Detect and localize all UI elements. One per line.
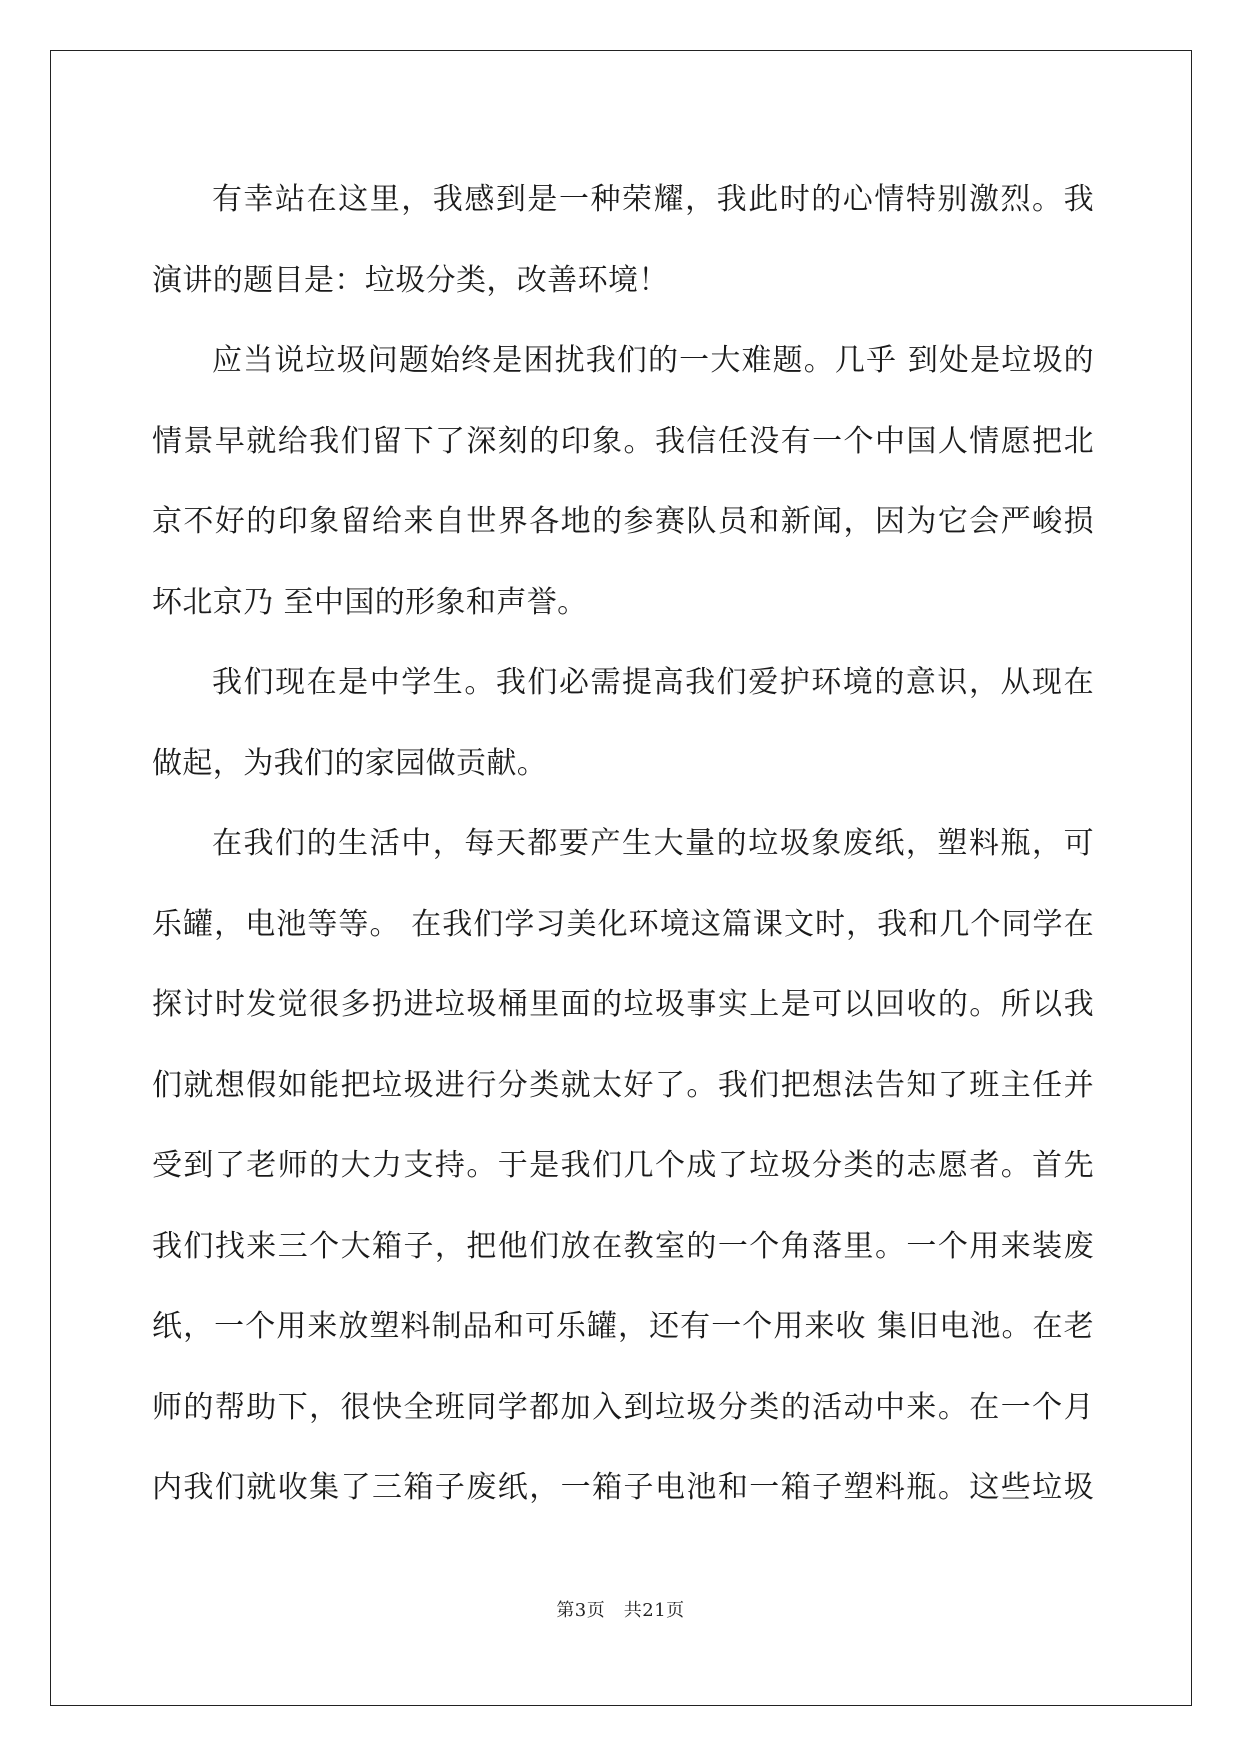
text-line: 应当说垃圾问题始终是困扰我们的一大难题。几乎 到处是垃圾的 xyxy=(212,343,1094,378)
text-line: 演讲的题目是：垃圾分类，改善环境！ xyxy=(152,262,669,298)
text-line: 京不好的印象留给来自世界各地的参赛队员和新闻，因为它会严峻损 xyxy=(152,504,1094,539)
text-line: 坏北京乃 至中国的形象和声誉。 xyxy=(152,584,588,620)
text-line: 做起，为我们的家园做贡献。 xyxy=(152,745,548,781)
text-line: 纸，一个用来放塑料制品和可乐罐，还有一个用来收 集旧电池。在老 xyxy=(152,1309,1094,1344)
text-line: 受到了老师的大力支持。于是我们几个成了垃圾分类的志愿者。首先 xyxy=(152,1148,1094,1183)
document-body xyxy=(152,160,1094,1529)
text-line: 师的帮助下，很快全班同学都加入到垃圾分类的活动中来。在一个月 xyxy=(152,1389,1094,1425)
text-line: 我们找来三个大箱子，把他们放在教室的一个角落里。一个用来装废 xyxy=(152,1228,1094,1264)
text-line: 我们现在是中学生。我们必需提高我们爱护环境的意识，从现在 xyxy=(212,665,1094,700)
text-line: 内我们就收集了三箱子废纸，一箱子电池和一箱子塑料瓶。这些垃圾 xyxy=(152,1470,1094,1505)
text-line: 探讨时发觉很多扔进垃圾桶里面的垃圾事实上是可以回收的。所以我 xyxy=(152,987,1094,1022)
text-line: 们就想假如能把垃圾进行分类就太好了。我们把想法告知了班主任并 xyxy=(152,1067,1094,1103)
text-line: 乐罐，电池等等。 在我们学习美化环境这篇课文时，我和几个同学在 xyxy=(152,906,1094,942)
text-line: 在我们的生活中，每天都要产生大量的垃圾象废纸，塑料瓶，可 xyxy=(212,826,1094,861)
text-line: 情景早就给我们留下了深刻的印象。我信任没有一个中国人情愿把北 xyxy=(152,423,1094,459)
page-footer xyxy=(0,1596,1241,1622)
text-line: 有幸站在这里，我感到是一种荣耀，我此时的心情特别激烈。我 xyxy=(212,182,1094,217)
page-number-label: 第3页 共21页 xyxy=(556,1600,685,1621)
